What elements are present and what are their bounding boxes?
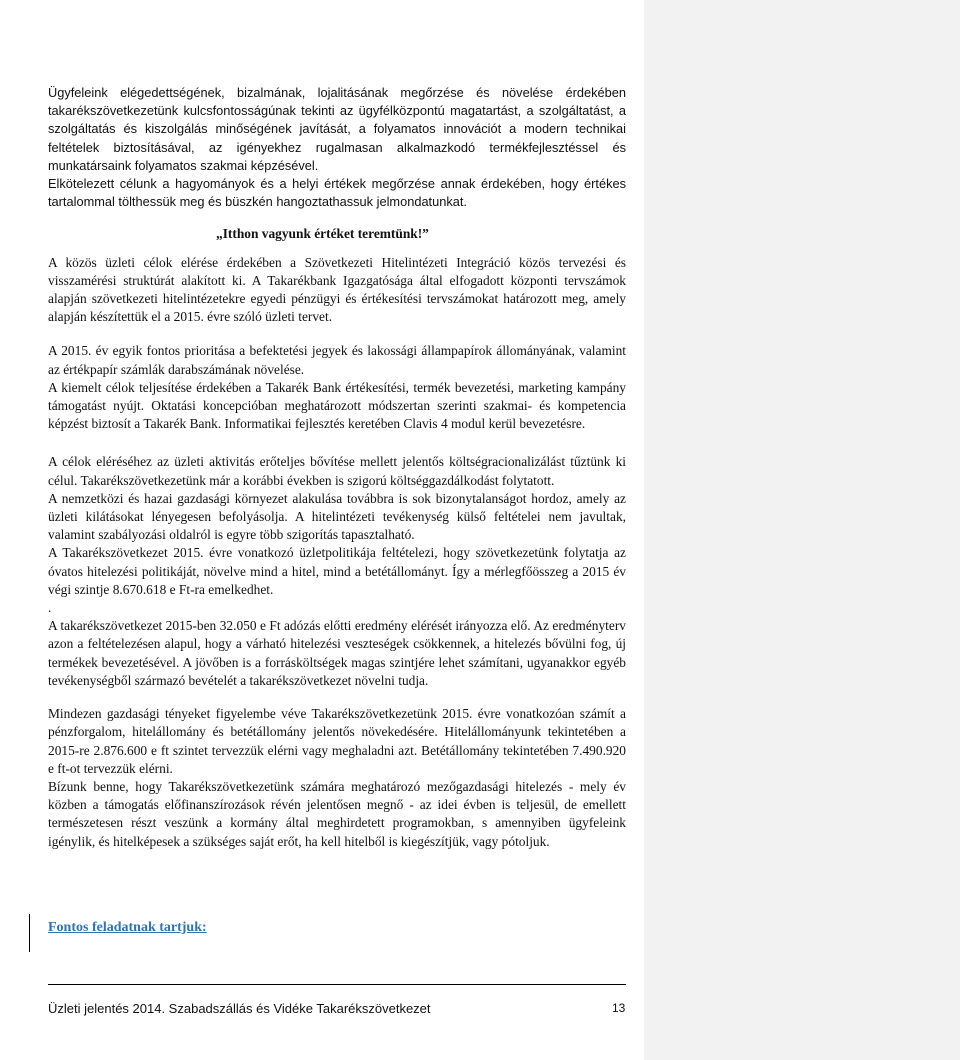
footer-divider: [48, 984, 626, 985]
paragraph-commitment: Elkötelezett célunk a hagyományok és a helyi értékek megőrzése annak érdekében, hogy értékes tartalommal tölthessük meg és büszkén hangoztathassuk jelmondatunkat.: [48, 176, 626, 210]
paragraph-key-goals: A kiemelt célok teljesítése érdekében a Takarék Bank értékesítési, termék bevezetési, marketing kampány támogatást nyújt. Oktatási koncepcióban meghatározott módszertan szerinti szakmai- és kompetencia képzést biztosít a Takarék Bank. Informatikai fejlesztés keretében Clavis 4 modul kerül bevezetésre.: [48, 379, 626, 432]
paragraph-priority-2015: A 2015. év egyik fontos prioritása a befektetési jegyek és lakossági állampapírok állományának, valamint az értékpapír számlák darabszámának növelése.: [48, 343, 626, 377]
paragraph-profit-plan: A takarékszövetkezet 2015-ben 32.050 e Ft adózás előtti eredmény elérését irányozza elő. Az eredményterv azon a feltételezésen alapul, hogy a várható hitelezési veszteségek csökkennek, a hitelezés bővülni fog, új termékek bevezetésével. A jövőben is a forrásköltségek magas szintjére lehet számítani, ugyanakkor egyéb tevékenységből származó bevételét a takarékszövetkezet növelni tudja.: [48, 618, 626, 688]
paragraph-economic-environment: A nemzetközi és hazai gazdasági környezet alakulása továbbra is sok bizonytalanságot hordoz, amely az üzleti kilátásokat lényegesen befolyásolja. A hitelintézeti tevékenység külső feltételei nem javultak, valamint szabályozási oldalról is egyre több szigorítás tapasztalható.: [48, 490, 626, 543]
heading-link-important-tasks[interactable]: Fontos feladatnak tartjuk:: [48, 920, 207, 935]
change-bar: [29, 914, 30, 952]
paragraph-growth: Mindezen gazdasági tényeket figyelembe véve Takarékszövetkezetünk 2015. évre vonatkozóan számít a pénzforgalom, hitelállomány és betétállomány jelentős növekedésére. Hitelállományunk tekintetében a 2015-re 2.876.600 e ft szintet tervezzük elérni vagy meghaladni azt. Betétállomány tekintetében 7.490.920 e ft-ot tervezzük elérni.: [48, 706, 626, 776]
paragraph-cost-rationalization: A célok eléréséhez az üzleti aktivitás erőteljes bővítése mellett jelentős költségracionalizálást tűztünk ki célul. Takarékszövetkezetünk már a korábbi években is szigorú költséggazdálkodást folytatott.: [48, 454, 626, 488]
footer-title: Üzleti jelentés 2014. Szabadszállás és Vidéke Takarékszövetkezet: [48, 1001, 431, 1016]
paragraph-customer-satisfaction: Ügyfeleink elégedettségének, bizalmának, lojalitásának megőrzése és növelése érdekében takarékszövetkezetünk kulcsfontosságúnak tekinti az ügyfélközpontú magatartást, a szolgáltatást, a szolgáltatás és kiszolgálás minőségének javítását, a folyamatos innovációt a modern technikai feltételek biztosításával, az igényekhez rugalmasan alkalmazkodó termékfejlesztéssel és munkatársaink folyamatos szakmai képzésével.: [48, 85, 626, 173]
paragraph-dot: .: [48, 600, 52, 616]
paragraph-planning: A közös üzleti célok elérése érdekében a Szövetkezeti Hitelintézeti Integráció közös tervezési és visszamérési struktúrát alakított ki. A Takarékbank Igazgatósága által elfogadott központi tervszámok alapján szövetkezeti hitelintézetekre egyedi pénzügyi és értékesítési tervszámokat határozott meg, amely alapján készítettük el a 2015. évre szóló üzleti tervet.: [48, 254, 626, 325]
paragraph-business-policy: A Takarékszövetkezet 2015. évre vonatkozó üzletpolitikája feltételezi, hogy szövetkezetünk folytatja az óvatos hitelezési politikáját, növelve mind a hitel, mind a betétállományt. Így a mérlegfőösszeg a 2015 év végi szintje 8.670.618 e Ft-ra emelkedhet.: [48, 545, 626, 597]
comment-pane: [644, 0, 960, 1060]
document-body: [48, 84, 626, 851]
page-number: 13: [612, 1001, 626, 1015]
paragraph-agricultural-lending: Bízunk benne, hogy Takarékszövetkezetünk számára meghatározó mezőgazdasági hitelezés - mely év közben a támogatás előfinanszírozások révén jelentősen megnő - az idei évben is teljesül, de emellett természetesen részt veszünk a kormány által meghirdetett programokban, s amennyiben ügyfeleink igénylik, és hitelképesek a szükséges saját erőt, ha kell hitelből is kiegészítjük, vagy pótoljuk.: [48, 778, 626, 849]
motto: „Itthon vagyunk értéket teremtünk!”: [216, 226, 429, 242]
